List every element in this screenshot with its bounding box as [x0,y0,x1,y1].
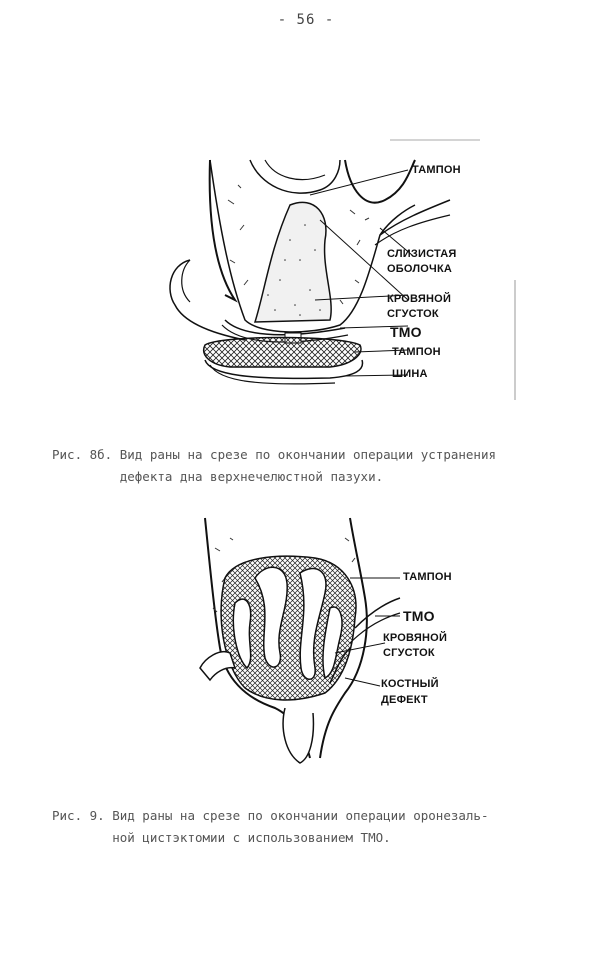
label-tampon-bottom: ТАМПОН [392,346,441,358]
caption-8b-line-2: дефекта дна верхнечелюстной пазухи. [52,469,384,484]
figure-8b-drawing [150,130,520,410]
figure-9 [185,508,475,773]
label-defect-1: КОСТНЫЙ [381,678,439,690]
label-tampon: ТАМПОН [403,571,452,583]
label-mucosa-1: СЛИЗИСТАЯ [387,248,457,260]
label-mucosa-2: ОБОЛОЧКА [387,263,453,275]
label-clot-2: СГУСТОК [387,308,439,320]
caption-9-line-2: ной цистэктомии с использованием ТМО. [52,830,391,845]
label-splint: ШИНА [392,368,428,380]
label-tmo: ТМО [390,324,422,340]
figure-8b [150,130,520,410]
label-clot-1: КРОВЯНОЙ [387,293,452,305]
page-number: - 56 - [277,12,335,28]
caption-figure-9 [52,805,489,849]
caption-9-line-1: Рис. 9. Вид раны на срезе по окончании операции оронезаль- [52,808,489,823]
label-defect-2: ДЕФЕКТ [381,694,428,706]
caption-figure-8b [52,444,496,488]
label-tmo-2: ТМО [403,608,435,624]
label-clot-2-line1: КРОВЯНОЙ [383,632,448,644]
label-clot-2-line2: СГУСТОК [383,647,435,659]
caption-8b-line-1: Рис. 8б. Вид раны на срезе по окончании операции устранения [52,447,497,462]
label-tampon-top: ТАМПОН [412,164,461,176]
